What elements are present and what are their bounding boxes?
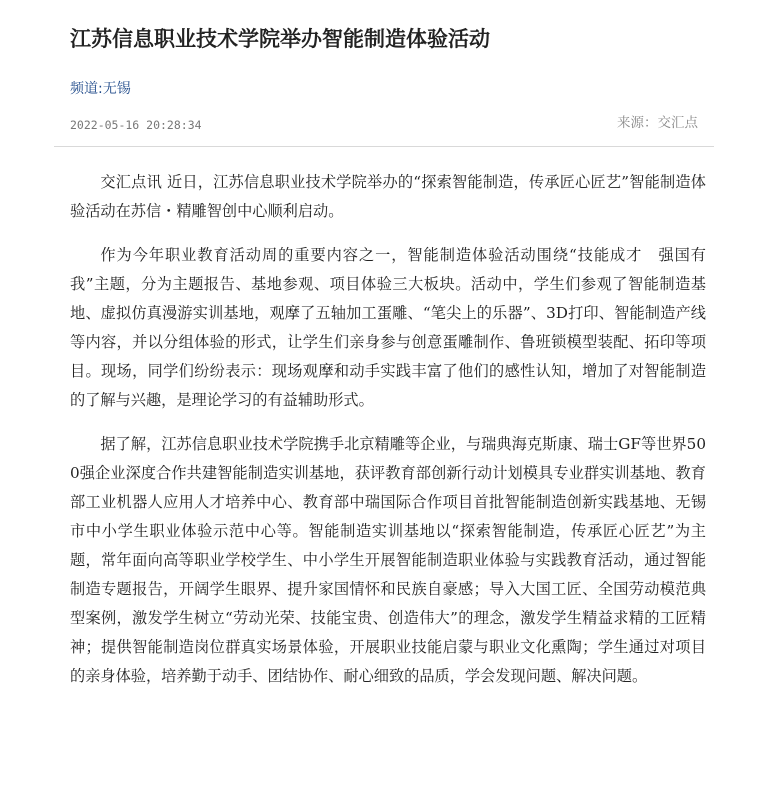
paragraph-2: 作为今年职业教育活动周的重要内容之一，智能制造体验活动围绕“技能成才 强国有我”主题，分为主题报告、基地参观、项目体验三大板块。活动中，学生们参观了智能制造基地、虚拟仿真漫游实训基地，观摩了五轴加工蛋雕、“笔尖上的乐器”、3D打印、智能制造产线等内容，并以分组体验的形式，让学生们亲身参与创意蛋雕制作、鲁班锁模型装配、拓印等项目。现场，同学们纷纷表示：现场观摩和动手实践丰富了他们的感性认知，增加了对智能制造的了解与兴趣，是理论学习的有益辅助形式。 — [70, 246, 706, 409]
channel-label: 频道: — [70, 81, 103, 97]
paragraph-3: 据了解，江苏信息职业技术学院携手北京精雕等企业，与瑞典海克斯康、瑞士GF等世界500强企业深度合作共建智能制造实训基地，获评教育部创新行动计划模具专业群实训基地、教育部工业机器人应用人才培养中心、教育部中瑞国际合作项目首批智能制造创新实践基地、无锡市中小学生职业体验示范中心等。智能制造实训基地以“探索智能制造，传承匠心匠艺”为主题，常年面向高等职业学校学生、中小学生开展智能制造职业体验与实践教育活动，通过智能制造专题报告，开阔学生眼界、提升家国情怀和民族自豪感；导入大国工匠、全国劳动模范典型案例，激发学生树立“劳动光荣、技能宝贵、创造伟大”的理念，激发学生精益求精的工匠精神；提供智能制造岗位群真实场景体验，开展职业技能启蒙与职业文化熏陶；学生通过对项目的亲身体验，培养勤于动手、团结协作、耐心细致的品质，学会发现问题、解决问题。 — [70, 435, 706, 685]
publish-date: 2022-05-16 20:28:34 — [70, 118, 202, 132]
article-body — [70, 168, 706, 706]
channel-link[interactable]: 无锡 — [102, 81, 131, 97]
channel-info — [70, 78, 131, 100]
header-divider — [54, 146, 714, 147]
article-title: 江苏信息职业技术学院举办智能制造体验活动 — [70, 27, 490, 51]
article-source: 来源：交汇点 — [617, 115, 698, 131]
paragraph-1: 交汇点讯 近日，江苏信息职业技术学院举办的“探索智能制造，传承匠心匠艺”智能制造体验活动在苏信・精雕智创中心顺利启动。 — [70, 173, 706, 220]
